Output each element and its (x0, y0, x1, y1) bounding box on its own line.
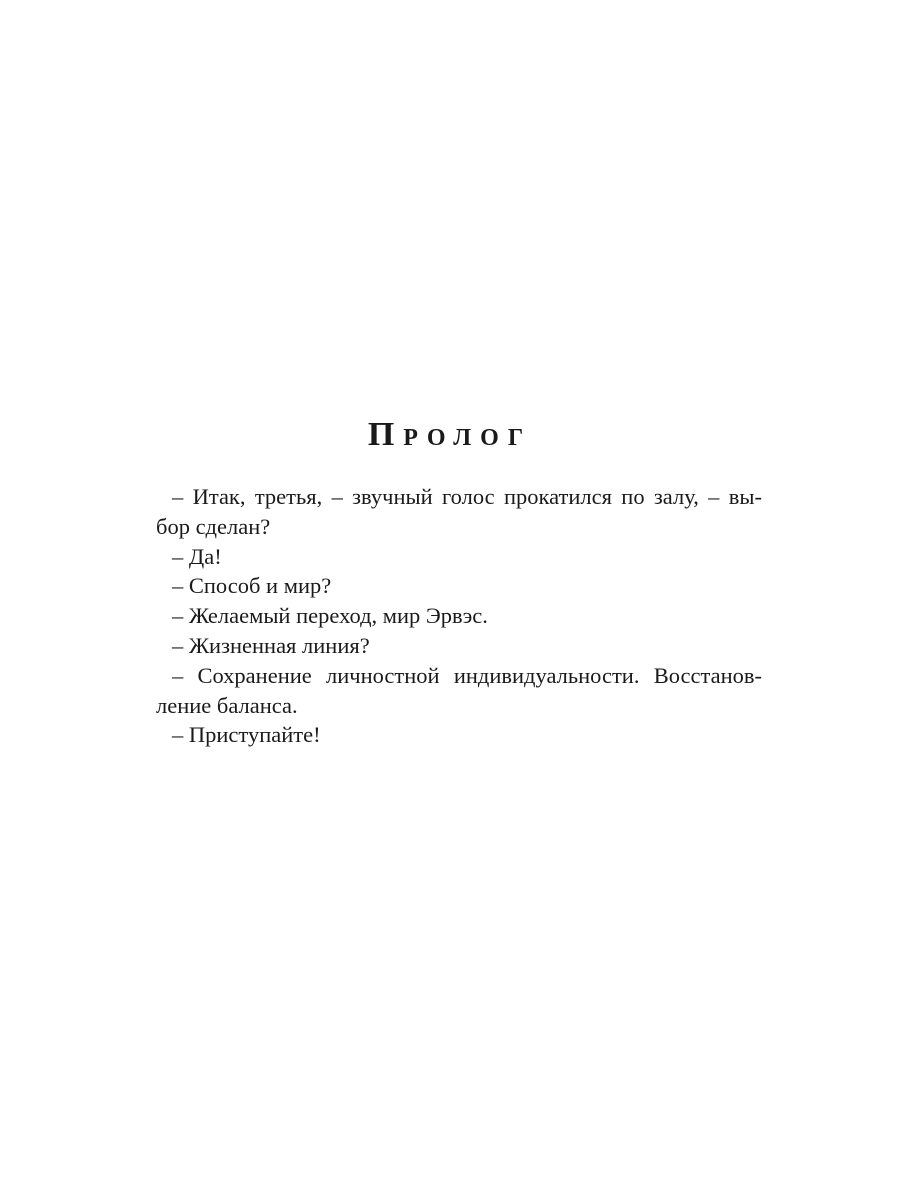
text-line-4: – Способ и мир? (172, 573, 332, 599)
text-line-7: – Сохранение личностной индивидуальности. Восстанов- (172, 662, 762, 688)
text-line-8: ление баланса. (156, 692, 298, 718)
text-line-5: – Желаемый переход, мир Эрвэс. (172, 603, 488, 629)
text-line-9: – Приступайте! (172, 722, 321, 748)
text-line-2: бор сделан? (156, 513, 271, 539)
chapter-title: Пролог (367, 416, 533, 453)
text-line-1: – Итак, третья, – звучный голос прокатился по залу, – вы- (172, 484, 762, 509)
prologue-text (156, 482, 762, 750)
text-line-3: – Да! (172, 543, 222, 569)
text-line-6: – Жизненная линия? (172, 632, 370, 658)
